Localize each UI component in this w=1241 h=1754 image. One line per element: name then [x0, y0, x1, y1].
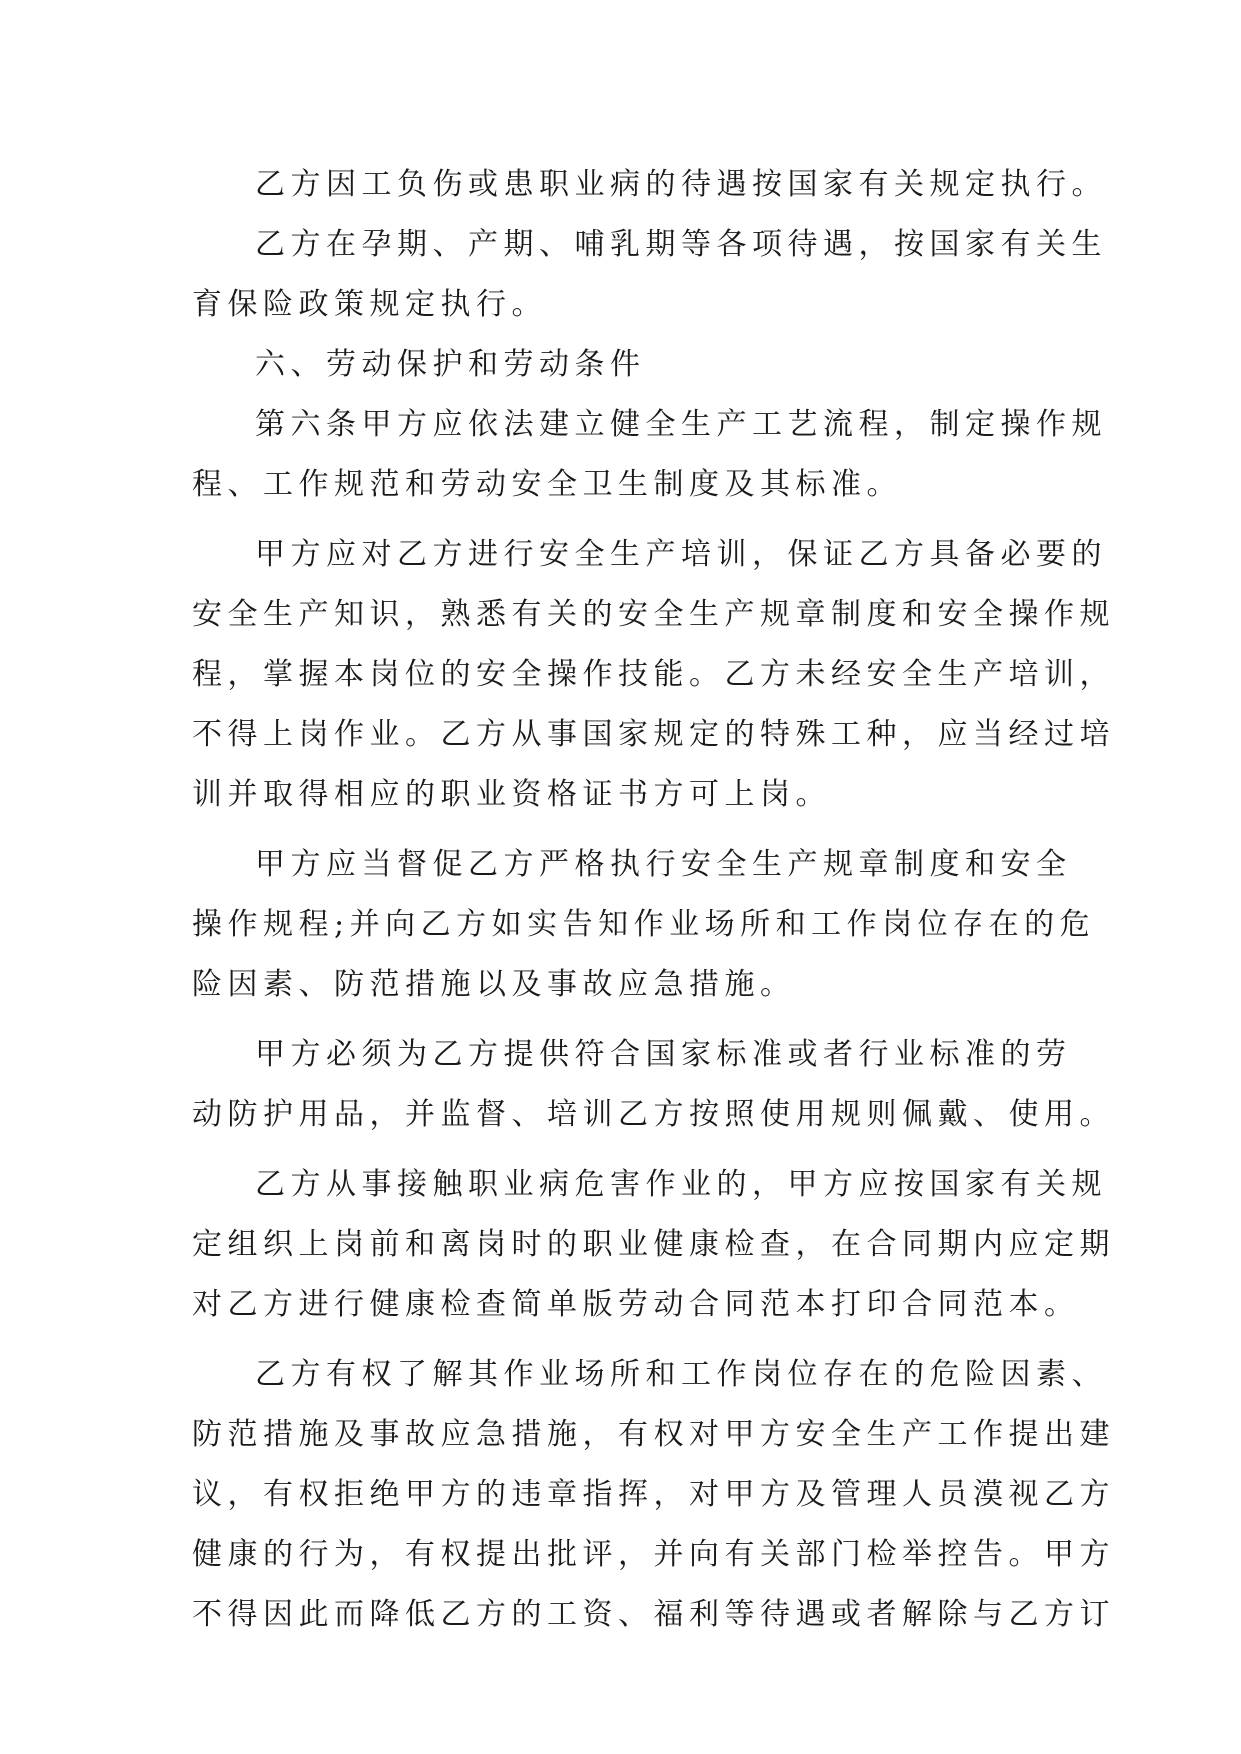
paragraph-line: 不得上岗作业。乙方从事国家规定的特殊工种，应当经过培 [192, 717, 1115, 752]
article-line: 程、工作规范和劳动安全卫生制度及其标准。 [192, 467, 902, 502]
paragraph-line: 乙方在孕期、产期、哺乳期等各项待遇，按国家有关生 [255, 227, 1107, 262]
paragraph-line: 定组织上岗前和离岗时的职业健康检查，在合同期内应定期 [192, 1227, 1115, 1262]
paragraph-line: 安全生产知识，熟悉有关的安全生产规章制度和安全操作规 [192, 597, 1115, 632]
paragraph-line: 育保险政策规定执行。 [192, 287, 547, 322]
paragraph-line: 训并取得相应的职业资格证书方可上岗。 [192, 777, 831, 812]
paragraph-line: 动防护用品，并监督、培训乙方按照使用规则佩戴、使用。 [192, 1097, 1115, 1132]
paragraph-line: 防范措施及事故应急措施，有权对甲方安全生产工作提出建 [192, 1417, 1115, 1452]
paragraph-line: 健康的行为，有权提出批评，并向有关部门检举控告。甲方 [192, 1537, 1115, 1572]
paragraph-line: 对乙方进行健康检查简单版劳动合同范本打印合同范本。 [192, 1287, 1080, 1322]
paragraph-line: 甲方应对乙方进行安全生产培训，保证乙方具备必要的 [255, 537, 1107, 572]
paragraph-line: 甲方应当督促乙方严格执行安全生产规章制度和安全 [255, 847, 1072, 882]
paragraph-line: 乙方有权了解其作业场所和工作岗位存在的危险因素、 [255, 1357, 1107, 1392]
article-line: 第六条甲方应依法建立健全生产工艺流程，制定操作规 [255, 407, 1107, 442]
section-heading: 六、劳动保护和劳动条件 [255, 347, 646, 382]
paragraph-line: 不得因此而降低乙方的工资、福利等待遇或者解除与乙方订 [192, 1597, 1115, 1632]
paragraph-line: 乙方因工负伤或患职业病的待遇按国家有关规定执行。 [255, 167, 1107, 202]
document-body [192, 155, 1115, 1645]
paragraph-line: 程，掌握本岗位的安全操作技能。乙方未经安全生产培训， [192, 657, 1115, 692]
paragraph-line: 乙方从事接触职业病危害作业的，甲方应按国家有关规 [255, 1167, 1107, 1202]
paragraph-line: 议，有权拒绝甲方的违章指挥，对甲方及管理人员漠视乙方 [192, 1477, 1115, 1512]
paragraph-line: 甲方必须为乙方提供符合国家标准或者行业标准的劳 [255, 1037, 1072, 1072]
paragraph-line: 险因素、防范措施以及事故应急措施。 [192, 967, 796, 1002]
paragraph-line: 操作规程;并向乙方如实告知作业场所和工作岗位存在的危 [192, 907, 1096, 942]
